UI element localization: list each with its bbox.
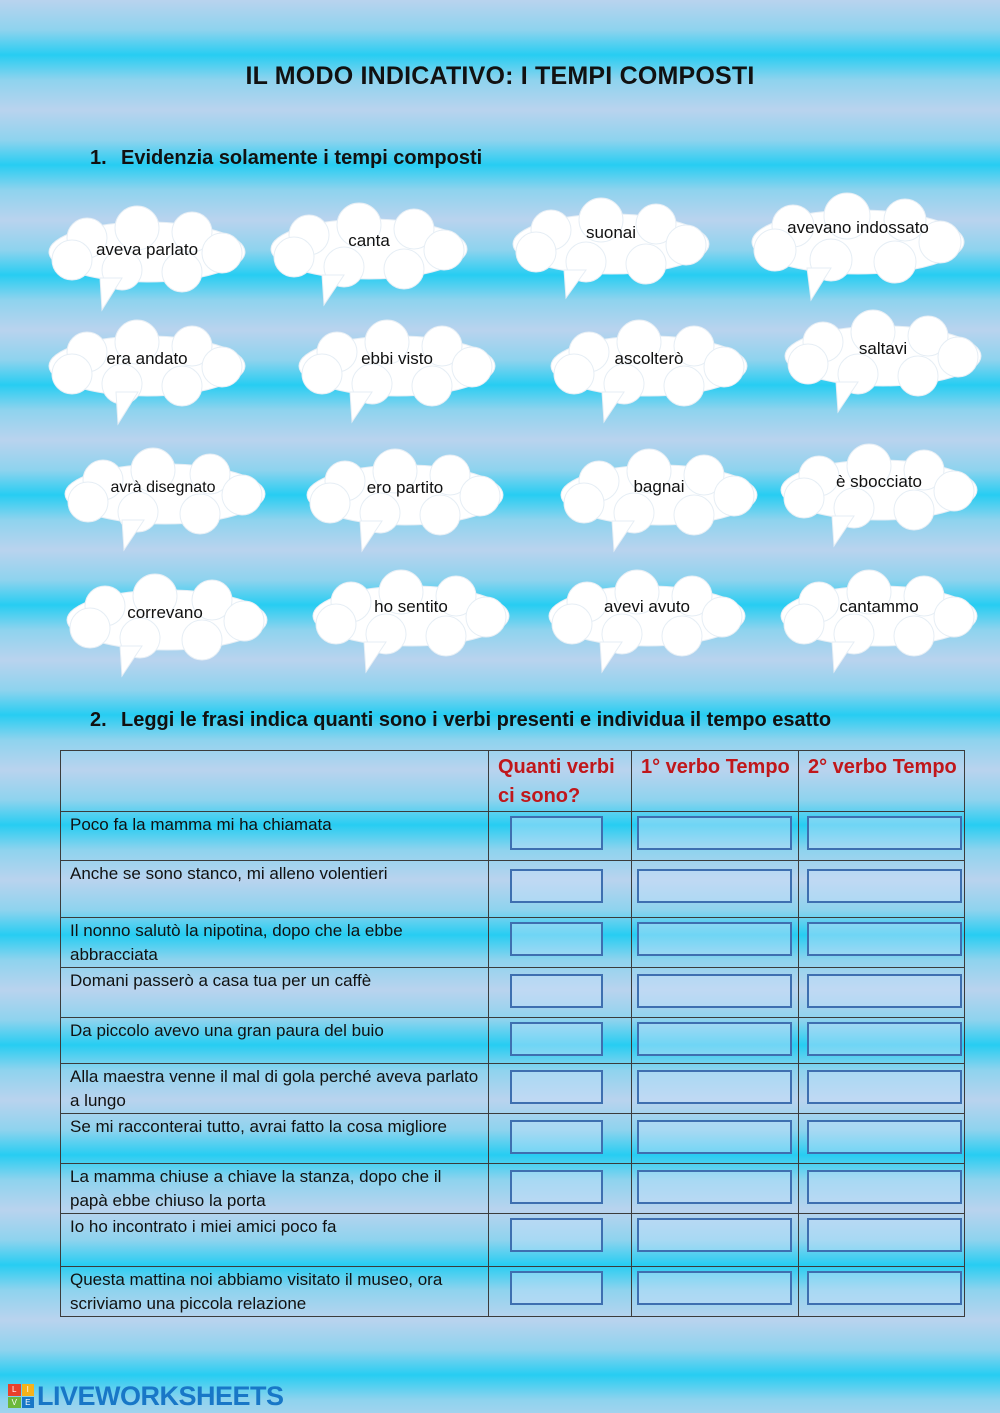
word-label: saltavi [858,339,908,358]
verb1-cell [632,1114,799,1164]
count-input[interactable] [510,1170,603,1204]
count-input[interactable] [510,1120,603,1154]
sentence-text: Domani passerò a casa tua per un caffè [61,968,489,1018]
sentence-text: La mamma chiuse a chiave la stanza, dopo che il papà ebbe chiuso la porta [61,1164,489,1214]
verb2-cell [799,918,965,968]
count-cell [489,861,632,918]
cloud-shape [264,205,474,305]
count-input[interactable] [510,1271,603,1305]
cloud-shape [60,576,274,676]
count-input[interactable] [510,869,603,903]
verb1-tense-input[interactable] [637,1022,792,1056]
verb1-cell [632,968,799,1018]
answer-table [60,750,964,1317]
verb2-tense-input[interactable] [807,1271,962,1305]
cloud-shape [544,322,754,422]
verb2-cell [799,861,965,918]
table-row [61,1114,965,1164]
count-cell [489,1267,632,1317]
verb2-cell [799,1114,965,1164]
exercise-2-number: 2. [90,709,107,731]
word-label: bagnai [633,477,685,496]
sentence-text: Questa mattina noi abbiamo visitato il museo, ora scriviamo una piccola relazione [61,1267,489,1317]
brand-name: LIVEWORKSHEETS [37,1380,284,1411]
cloud-shape [42,322,252,422]
verb1-tense-input[interactable] [637,1120,792,1154]
verb1-tense-input[interactable] [637,922,792,956]
cloud-shape [542,572,752,672]
word-label: avevi avuto [604,597,690,616]
count-input[interactable] [510,922,603,956]
word-label: era andato [106,349,188,368]
count-input[interactable] [510,816,603,850]
footer-branding[interactable] [8,1382,284,1410]
cloud-shape [506,200,716,300]
verb1-tense-input[interactable] [637,974,792,1008]
word-label: è sbocciato [836,472,922,491]
verb1-cell [632,812,799,861]
word-label: avrà disegnato [110,479,216,496]
table-header-row [61,751,965,812]
verb1-cell [632,1164,799,1214]
verb1-tense-input[interactable] [637,1271,792,1305]
table-row [61,968,965,1018]
sentence-text: Il nonno salutò la nipotina, dopo che la ebbe abbracciata [61,918,489,968]
count-cell [489,812,632,861]
verb2-cell [799,812,965,861]
verb2-cell [799,1018,965,1064]
count-input[interactable] [510,1218,603,1252]
word-cloud[interactable] [292,322,502,422]
word-cloud[interactable] [264,205,474,305]
word-cloud[interactable] [300,451,510,551]
word-cloud[interactable] [60,576,270,676]
verb1-cell [632,1214,799,1267]
verb2-tense-input[interactable] [807,922,962,956]
count-input[interactable] [510,1070,603,1104]
sentence-text: Da piccolo avevo una gran paura del buio [61,1018,489,1064]
count-cell [489,1114,632,1164]
verb2-tense-input[interactable] [807,974,962,1008]
page-title: IL MODO INDICATIVO: I TEMPI COMPOSTI [245,62,755,90]
word-cloud[interactable] [42,322,252,422]
sentence-text: Se mi racconterai tutto, avrai fatto la cosa migliore [61,1114,489,1164]
cloud-shape [554,451,764,551]
word-cloud[interactable] [745,196,955,296]
exercise-1-instruction: Evidenzia solamente i tempi composti [121,147,483,169]
word-cloud[interactable] [542,572,752,672]
verb2-cell [799,1214,965,1267]
verb2-tense-input[interactable] [807,1120,962,1154]
count-cell [489,968,632,1018]
verb2-tense-input[interactable] [807,1218,962,1252]
verb1-tense-input[interactable] [637,1070,792,1104]
word-cloud[interactable] [774,572,984,672]
header-verb1-tense: 1° verbo Tempo [632,751,799,812]
sentence-text: Alla maestra venne il mal di gola perché aveva parlato a lungo [61,1064,489,1114]
word-label: ero partito [366,478,444,497]
count-cell [489,918,632,968]
logo-letter: L [8,1384,21,1396]
table-row [61,1064,965,1114]
count-cell [489,1214,632,1267]
count-cell [489,1064,632,1114]
cloud-shape [774,446,984,546]
table-row [61,1164,965,1214]
cloud-shape [778,312,988,412]
word-cloud[interactable] [42,208,252,308]
word-cloud[interactable] [506,200,716,300]
header-sentence [61,751,489,812]
logo-letter: E [22,1397,35,1409]
cloud-shape [745,196,971,302]
logo-letter: I [22,1384,35,1396]
table-row [61,918,965,968]
verb1-cell [632,1064,799,1114]
sentence-text: Io ho incontrato i miei amici poco fa [61,1214,489,1267]
word-cloud[interactable] [778,312,988,412]
verb1-tense-input[interactable] [637,869,792,903]
cloud-shape [774,572,984,672]
word-label: avevano indossato [787,218,929,237]
exercise-2-heading [90,709,831,732]
verb2-cell [799,968,965,1018]
liveworksheets-logo-icon [8,1384,34,1408]
verb1-tense-input[interactable] [637,816,792,850]
word-label: ho sentito [374,597,448,616]
word-cloud[interactable] [58,450,268,550]
word-cloud[interactable] [544,322,754,422]
cloud-shape [292,322,502,422]
cloud-shape [306,572,516,672]
table-row [61,861,965,918]
verb2-cell [799,1164,965,1214]
verb2-cell [799,1064,965,1114]
word-cloud[interactable] [306,572,516,672]
table-row [61,1214,965,1267]
sentence-text: Anche se sono stanco, mi alleno volentieri [61,861,489,918]
count-input[interactable] [510,974,603,1008]
exercise-1-number: 1. [90,147,107,169]
verb2-tense-input[interactable] [807,869,962,903]
word-label: canta [348,231,390,250]
table-row [61,812,965,861]
word-label: correvano [127,603,203,622]
word-label: ebbi visto [361,349,433,368]
verb2-cell [799,1267,965,1317]
count-input[interactable] [510,1022,603,1056]
word-cloud[interactable] [774,446,984,546]
exercise-2-instruction: Leggi le frasi indica quanti sono i verbi presenti e individua il tempo esatto [121,709,832,731]
verb2-tense-input[interactable] [807,1022,962,1056]
exercise-1-heading [90,147,482,170]
verb2-tense-input[interactable] [807,1070,962,1104]
cloud-shape [300,451,510,551]
table-row [61,1267,965,1317]
header-count: Quanti verbi ci sono? [489,751,632,812]
logo-letter: V [8,1397,21,1409]
sentence-text: Poco fa la mamma mi ha chiamata [61,812,489,861]
verb1-cell [632,1018,799,1064]
verb2-tense-input[interactable] [807,816,962,850]
table-row [61,1018,965,1064]
count-cell [489,1018,632,1064]
header-verb2-tense: 2° verbo Tempo [799,751,965,812]
verb1-cell [632,1267,799,1317]
verb2-tense-input[interactable] [807,1170,962,1204]
count-cell [489,1164,632,1214]
verb1-tense-input[interactable] [637,1218,792,1252]
verb1-cell [632,861,799,918]
word-label: cantammo [839,597,919,616]
word-label: aveva parlato [95,240,199,259]
word-label: ascolterò [614,349,684,368]
verb1-tense-input[interactable] [637,1170,792,1204]
cloud-shape [58,450,272,550]
word-cloud[interactable] [554,451,764,551]
word-label: suonai [585,223,637,242]
verb1-cell [632,918,799,968]
